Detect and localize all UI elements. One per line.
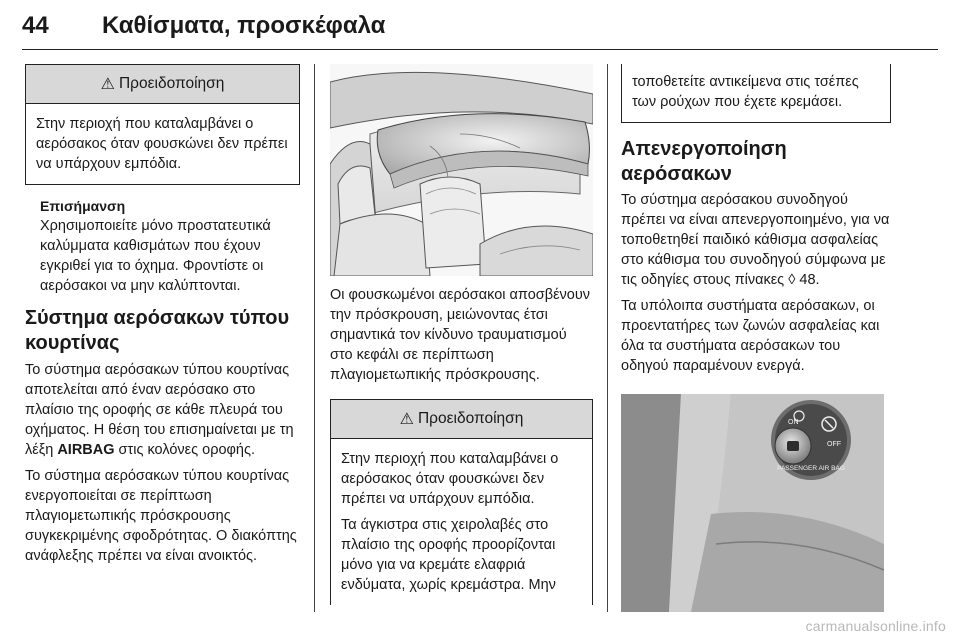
warning-title: Προειδοποίηση [118, 75, 225, 92]
warning-box-continued [621, 64, 891, 123]
warning-box [25, 64, 300, 185]
warning-title: Προειδοποίηση [417, 410, 524, 427]
note-block [25, 197, 300, 296]
switch-off-label: OFF [827, 441, 841, 448]
warning-box [330, 399, 593, 605]
warning-triangle-icon: ⚠ [399, 411, 414, 428]
section-heading: Απενεργοποίηση αερόσακων [621, 138, 787, 185]
column-divider [607, 64, 608, 612]
paragraph: Το σύστημα αερόσακου συνοδηγού πρέπει να είναι απενεργοποιημένο, για να τοποθετηθεί παιδικό κάθισμα ασφαλείας στο κάθισμα του συνοδηγού σύμφωνα με τις οδηγίες στους πίνακες ◊ 48. [621, 192, 890, 288]
warning-header [26, 65, 299, 104]
warning-text: Τα άγκιστρα στις χειρολαβές στο πλαίσιο της οροφής προορίζονται μόνο για να κρεμάτε ελαφριά ενδύματα, χωρίς κρεμάστρα. Μην [341, 517, 556, 593]
switch-on-label: ON [788, 419, 799, 426]
warning-header [331, 400, 592, 439]
note-title: Επισήμανση [40, 198, 126, 214]
warning-triangle-icon: ⚠ [100, 76, 115, 93]
paragraph: Το σύστημα αερόσακων τύπου κουρτίνας ενεργοποιείται σε περίπτωση πλαγιομετωπικής πρόσκρουσης συγκεκριμένης σφοδρότητας. Ο διακόπτης ανάφλεξης πρέπει να είναι ανοικτός. [25, 468, 297, 564]
warning-text: τοποθετείτε αντικείμενα στις τσέπες των ρούχων που έχετε κρεμάσει. [632, 74, 859, 110]
header-rule [22, 49, 938, 50]
column-divider [314, 64, 315, 612]
curtain-airbag-illustration [330, 64, 593, 276]
airbag-keyword: AIRBAG [57, 442, 115, 458]
paragraph: Τα υπόλοιπα συστήματα αερόσακων, οι προεντατήρες των ζωνών ασφαλείας και όλα τα συστήματα αερόσακων του οδηγού παραμένουν ενεργά. [621, 298, 880, 374]
page-header [22, 8, 938, 48]
warning-text: Στην περιοχή που καταλαμβάνει ο αερόσακος όταν φουσκώνει δεν πρέπει να υπάρχουν εμπόδια. [341, 451, 559, 507]
column-1 [25, 64, 300, 566]
figure-caption: Οι φουσκωμένοι αερόσακοι αποσβένουν την πρόσκρουση, μειώνοντας έτσι σημαντικά τον κίνδυνο τραυματισμού στο κεφάλι σε περίπτωση πλαγιομετωπικής πρόσκρουσης. [330, 287, 591, 383]
note-text: Χρησιμοποιείτε μόνο προστατευτικά καλύμματα καθισμάτων που έχουν εγκριθεί για το όχημα. Φροντίστε οι αερόσακοι να μην καλύπτονται. [40, 218, 271, 294]
paragraph: Το σύστημα αερόσακων τύπου κουρτίνας αποτελείται από έναν αερόσακο στο πλαίσιο της οροφής σε κάθε πλευρά του οχήματος. Η θέση του επισημαίνεται με τη λέξη AIRBAG στις κολόνες οροφής. [25, 362, 294, 458]
switch-main-label: PASSENGER AIR BAG [777, 465, 845, 472]
page-number: 44 [22, 12, 49, 39]
watermark: carmanualsonline.info [805, 618, 946, 634]
warning-text: Στην περιοχή που καταλαμβάνει ο αερόσακος όταν φουσκώνει δεν πρέπει να υπάρχουν εμπόδια. [36, 116, 288, 172]
column-3 [621, 64, 891, 612]
section-heading: Σύστημα αερόσακων τύπου κουρτίνας [25, 307, 290, 354]
airbag-switch-photo [621, 394, 884, 612]
chapter-title: Καθίσματα, προσκέφαλα [102, 12, 386, 39]
column-2 [330, 64, 593, 605]
